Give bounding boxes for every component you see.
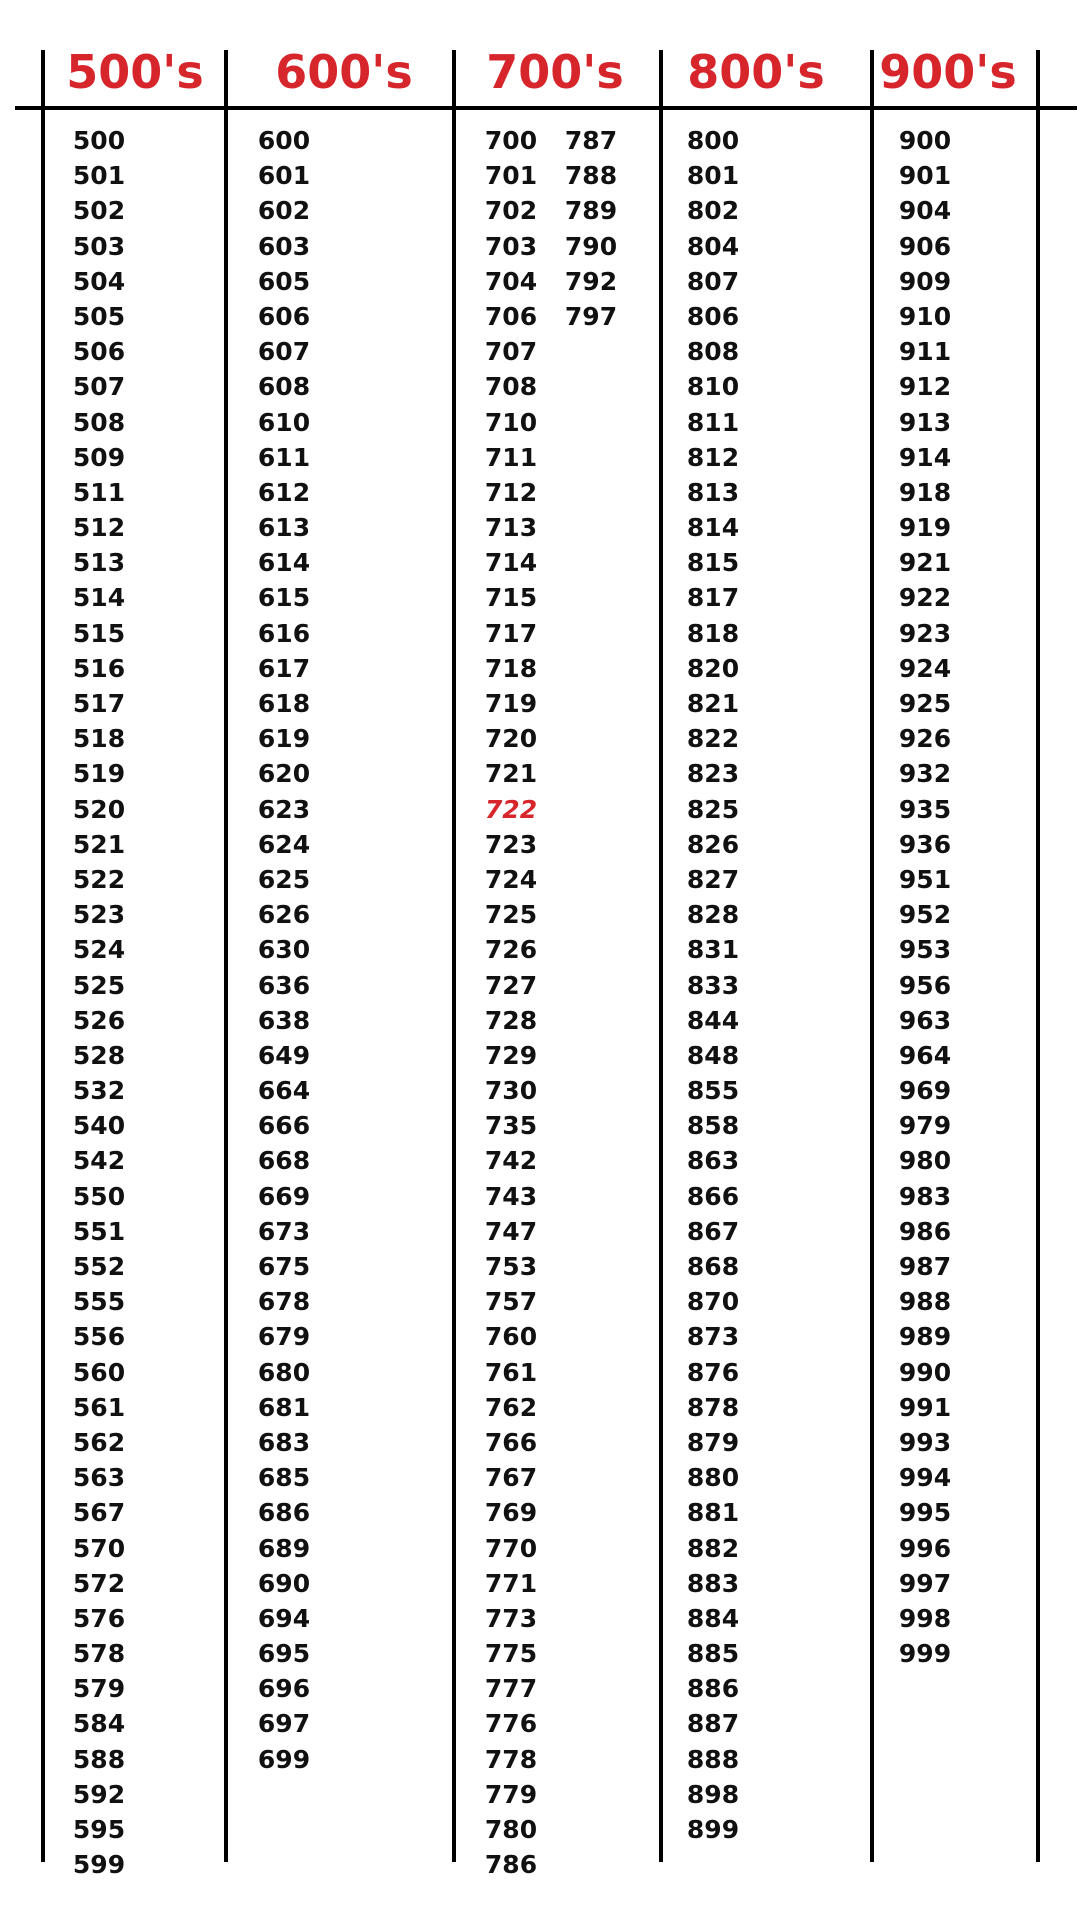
number-item: 525 (72, 970, 126, 1000)
column-divider (659, 50, 663, 1862)
number-item: 980 (898, 1146, 952, 1176)
number-item: 520 (72, 794, 126, 824)
column-divider (452, 50, 456, 1862)
number-item: 789 (564, 196, 618, 226)
number-item: 717 (484, 618, 538, 648)
number-item: 810 (686, 372, 740, 402)
number-item: 786 (484, 1850, 538, 1880)
number-item: 595 (72, 1815, 126, 1844)
number-item: 504 (72, 266, 126, 296)
number-item: 715 (484, 583, 538, 613)
number-item: 906 (898, 231, 952, 261)
number-item: 611 (257, 442, 311, 472)
number-item: 666 (257, 1111, 311, 1141)
number-item: 988 (898, 1287, 952, 1317)
number-item: 500 (72, 126, 126, 155)
number-item: 979 (898, 1111, 952, 1141)
number-item: 713 (484, 513, 538, 543)
number-item: 690 (257, 1568, 311, 1598)
number-item: 681 (257, 1392, 311, 1422)
number-item: 873 (686, 1322, 740, 1352)
number-item: 790 (564, 231, 618, 261)
number-item: 729 (484, 1040, 538, 1070)
number-item: 623 (257, 794, 311, 824)
number-item: 714 (484, 548, 538, 578)
number-item: 848 (686, 1040, 740, 1070)
number-item: 723 (484, 829, 538, 859)
number-item: 990 (898, 1357, 952, 1387)
column-header-700s: 700's (486, 45, 624, 99)
number-item: 956 (898, 970, 952, 1000)
number-item: 987 (898, 1252, 952, 1281)
number-item: 700 (484, 126, 538, 155)
number-item: 619 (257, 724, 311, 754)
number-item: 770 (484, 1533, 538, 1563)
column-divider (41, 50, 45, 1862)
number-item: 508 (72, 407, 126, 437)
number-item: 899 (686, 1815, 740, 1844)
number-item: 858 (686, 1111, 740, 1141)
number-item: 506 (72, 337, 126, 367)
number-item: 515 (72, 618, 126, 648)
number-item: 570 (72, 1533, 126, 1563)
column-divider (870, 50, 874, 1862)
number-list-800s (687, 123, 739, 1847)
number-item: 719 (484, 689, 538, 718)
number-item: 718 (484, 653, 538, 683)
number-item: 724 (484, 864, 538, 894)
number-item: 600 (257, 126, 311, 155)
number-item: 998 (898, 1603, 952, 1633)
number-item: 517 (72, 689, 126, 718)
number-item: 588 (72, 1744, 126, 1774)
number-item: 926 (898, 724, 952, 754)
number-list-900s (899, 123, 951, 1671)
number-item: 524 (72, 935, 126, 965)
number-item: 701 (484, 161, 538, 191)
number-item: 876 (686, 1357, 740, 1387)
number-item: 777 (484, 1674, 538, 1704)
number-item: 567 (72, 1498, 126, 1528)
number-item: 801 (686, 161, 740, 191)
number-item: 720 (484, 724, 538, 754)
number-item: 910 (898, 301, 952, 331)
number-item: 578 (72, 1639, 126, 1669)
column-header-600s: 600's (275, 45, 413, 99)
number-item: 909 (898, 266, 952, 296)
number-item: 986 (898, 1216, 952, 1246)
number-item: 607 (257, 337, 311, 367)
number-item: 888 (686, 1744, 740, 1774)
number-item: 773 (484, 1603, 538, 1633)
number-item: 766 (484, 1427, 538, 1457)
number-item: 519 (72, 759, 126, 789)
number-item: 844 (686, 1005, 740, 1035)
number-item: 685 (257, 1463, 311, 1493)
number-item: 911 (898, 337, 952, 367)
number-item: 679 (257, 1322, 311, 1352)
number-item: 721 (484, 759, 538, 789)
number-item: 669 (257, 1181, 311, 1211)
number-item: 602 (257, 196, 311, 226)
number-item: 788 (564, 161, 618, 191)
number-item: 771 (484, 1568, 538, 1598)
number-item: 668 (257, 1146, 311, 1176)
number-list-700s-extra (565, 123, 617, 334)
number-item: 868 (686, 1252, 740, 1281)
number-item: 815 (686, 548, 740, 578)
number-item: 867 (686, 1216, 740, 1246)
number-item: 901 (898, 161, 952, 191)
number-item: 516 (72, 653, 126, 683)
number-item: 814 (686, 513, 740, 543)
number-item: 626 (257, 900, 311, 930)
number-item: 761 (484, 1357, 538, 1387)
number-item: 887 (686, 1709, 740, 1739)
number-item: 918 (898, 477, 952, 507)
number-item: 702 (484, 196, 538, 226)
number-item: 778 (484, 1744, 538, 1774)
number-item: 522 (72, 864, 126, 894)
number-item: 710 (484, 407, 538, 437)
number-item: 779 (484, 1779, 538, 1809)
number-item: 689 (257, 1533, 311, 1563)
number-item: 989 (898, 1322, 952, 1352)
number-item: 806 (686, 301, 740, 331)
number-item: 769 (484, 1498, 538, 1528)
number-item: 827 (686, 864, 740, 894)
number-item: 792 (564, 266, 618, 296)
highlighted-number-item: 722 (484, 794, 538, 824)
number-item: 811 (686, 407, 740, 437)
number-item: 673 (257, 1216, 311, 1246)
number-item: 831 (686, 935, 740, 965)
number-item: 951 (898, 864, 952, 894)
number-item: 743 (484, 1181, 538, 1211)
number-item: 707 (484, 337, 538, 367)
number-item: 696 (257, 1674, 311, 1704)
number-item: 612 (257, 477, 311, 507)
number-item: 775 (484, 1639, 538, 1669)
number-item: 753 (484, 1252, 538, 1281)
number-item: 863 (686, 1146, 740, 1176)
number-item: 993 (898, 1427, 952, 1457)
number-item: 512 (72, 513, 126, 543)
number-item: 540 (72, 1111, 126, 1141)
number-item: 703 (484, 231, 538, 261)
number-item: 767 (484, 1463, 538, 1493)
number-item: 505 (72, 301, 126, 331)
number-item: 503 (72, 231, 126, 261)
number-item: 880 (686, 1463, 740, 1493)
number-item: 606 (257, 301, 311, 331)
number-item: 825 (686, 794, 740, 824)
number-item: 620 (257, 759, 311, 789)
number-item: 994 (898, 1463, 952, 1493)
number-item: 613 (257, 513, 311, 543)
number-item: 572 (72, 1568, 126, 1598)
number-item: 804 (686, 231, 740, 261)
number-item: 760 (484, 1322, 538, 1352)
column-divider (1036, 50, 1040, 1862)
number-item: 711 (484, 442, 538, 472)
number-item: 820 (686, 653, 740, 683)
number-item: 884 (686, 1603, 740, 1633)
number-item: 615 (257, 583, 311, 613)
number-item: 922 (898, 583, 952, 613)
number-item: 509 (72, 442, 126, 472)
number-item: 921 (898, 548, 952, 578)
number-item: 556 (72, 1322, 126, 1352)
number-item: 870 (686, 1287, 740, 1317)
number-item: 551 (72, 1216, 126, 1246)
number-item: 952 (898, 900, 952, 930)
number-item: 694 (257, 1603, 311, 1633)
number-item: 735 (484, 1111, 538, 1141)
number-item: 996 (898, 1533, 952, 1563)
number-item: 614 (257, 548, 311, 578)
number-item: 898 (686, 1779, 740, 1809)
number-item: 708 (484, 372, 538, 402)
number-item: 822 (686, 724, 740, 754)
number-item: 925 (898, 689, 952, 718)
number-item: 521 (72, 829, 126, 859)
number-item: 563 (72, 1463, 126, 1493)
number-item: 608 (257, 372, 311, 402)
number-item: 513 (72, 548, 126, 578)
number-item: 592 (72, 1779, 126, 1809)
number-item: 826 (686, 829, 740, 859)
column-header-500s: 500's (66, 45, 204, 99)
number-item: 697 (257, 1709, 311, 1739)
number-item: 855 (686, 1076, 740, 1106)
number-item: 818 (686, 618, 740, 648)
number-item: 501 (72, 161, 126, 191)
number-item: 983 (898, 1181, 952, 1211)
number-item: 728 (484, 1005, 538, 1035)
number-item: 675 (257, 1252, 311, 1281)
number-item: 683 (257, 1427, 311, 1457)
number-list-500s (73, 123, 125, 1882)
number-item: 560 (72, 1357, 126, 1387)
number-item: 823 (686, 759, 740, 789)
number-item: 579 (72, 1674, 126, 1704)
number-item: 584 (72, 1709, 126, 1739)
number-item: 532 (72, 1076, 126, 1106)
number-item: 742 (484, 1146, 538, 1176)
number-item: 885 (686, 1639, 740, 1669)
number-item: 812 (686, 442, 740, 472)
number-item: 912 (898, 372, 952, 402)
number-item: 969 (898, 1076, 952, 1106)
number-item: 797 (564, 301, 618, 331)
number-item: 997 (898, 1568, 952, 1598)
number-list-700s (485, 123, 537, 1882)
number-item: 913 (898, 407, 952, 437)
number-item: 883 (686, 1568, 740, 1598)
number-item: 953 (898, 935, 952, 965)
number-item: 900 (898, 126, 952, 155)
number-item: 649 (257, 1040, 311, 1070)
number-item: 866 (686, 1181, 740, 1211)
number-item: 924 (898, 653, 952, 683)
number-item: 610 (257, 407, 311, 437)
number-item: 712 (484, 477, 538, 507)
number-item: 936 (898, 829, 952, 859)
number-item: 963 (898, 1005, 952, 1035)
number-item: 555 (72, 1287, 126, 1317)
number-item: 935 (898, 794, 952, 824)
number-item: 878 (686, 1392, 740, 1422)
number-item: 624 (257, 829, 311, 859)
number-item: 599 (72, 1850, 126, 1880)
number-item: 828 (686, 900, 740, 930)
number-item: 518 (72, 724, 126, 754)
number-item: 802 (686, 196, 740, 226)
number-item: 511 (72, 477, 126, 507)
number-item: 625 (257, 864, 311, 894)
number-item: 747 (484, 1216, 538, 1246)
number-item: 686 (257, 1498, 311, 1528)
number-item: 678 (257, 1287, 311, 1317)
number-item: 923 (898, 618, 952, 648)
number-item: 638 (257, 1005, 311, 1035)
number-item: 886 (686, 1674, 740, 1704)
number-list-600s (258, 123, 310, 1777)
number-item: 821 (686, 689, 740, 718)
number-item: 528 (72, 1040, 126, 1070)
number-item: 776 (484, 1709, 538, 1739)
number-item: 552 (72, 1252, 126, 1281)
number-item: 706 (484, 301, 538, 331)
number-item: 616 (257, 618, 311, 648)
column-divider (224, 50, 228, 1862)
number-item: 561 (72, 1392, 126, 1422)
number-item: 523 (72, 900, 126, 930)
number-item: 762 (484, 1392, 538, 1422)
column-header-900s: 900's (879, 45, 1017, 99)
number-item: 550 (72, 1181, 126, 1211)
number-item: 699 (257, 1744, 311, 1774)
number-item: 780 (484, 1815, 538, 1844)
number-item: 833 (686, 970, 740, 1000)
number-item: 787 (564, 126, 618, 155)
number-item: 817 (686, 583, 740, 613)
number-item: 636 (257, 970, 311, 1000)
number-item: 991 (898, 1392, 952, 1422)
column-header-800s: 800's (687, 45, 825, 99)
number-item: 727 (484, 970, 538, 1000)
number-item: 808 (686, 337, 740, 367)
number-item: 999 (898, 1639, 952, 1669)
number-item: 502 (72, 196, 126, 226)
number-item: 882 (686, 1533, 740, 1563)
number-item: 704 (484, 266, 538, 296)
number-item: 562 (72, 1427, 126, 1457)
number-item: 914 (898, 442, 952, 472)
number-item: 932 (898, 759, 952, 789)
number-item: 605 (257, 266, 311, 296)
number-item: 726 (484, 935, 538, 965)
number-item: 879 (686, 1427, 740, 1457)
number-item: 601 (257, 161, 311, 191)
number-item: 725 (484, 900, 538, 930)
number-item: 757 (484, 1287, 538, 1317)
number-item: 964 (898, 1040, 952, 1070)
number-item: 881 (686, 1498, 740, 1528)
number-item: 603 (257, 231, 311, 261)
number-item: 995 (898, 1498, 952, 1528)
header-divider (15, 106, 1077, 110)
number-item: 526 (72, 1005, 126, 1035)
number-item: 904 (898, 196, 952, 226)
number-item: 813 (686, 477, 740, 507)
number-item: 507 (72, 372, 126, 402)
number-item: 576 (72, 1603, 126, 1633)
number-item: 618 (257, 689, 311, 718)
number-item: 542 (72, 1146, 126, 1176)
number-item: 514 (72, 583, 126, 613)
number-item: 730 (484, 1076, 538, 1106)
number-item: 680 (257, 1357, 311, 1387)
number-item: 630 (257, 935, 311, 965)
number-item: 919 (898, 513, 952, 543)
number-item: 800 (686, 126, 740, 155)
number-item: 695 (257, 1639, 311, 1669)
number-item: 807 (686, 266, 740, 296)
number-item: 617 (257, 653, 311, 683)
number-item: 664 (257, 1076, 311, 1106)
